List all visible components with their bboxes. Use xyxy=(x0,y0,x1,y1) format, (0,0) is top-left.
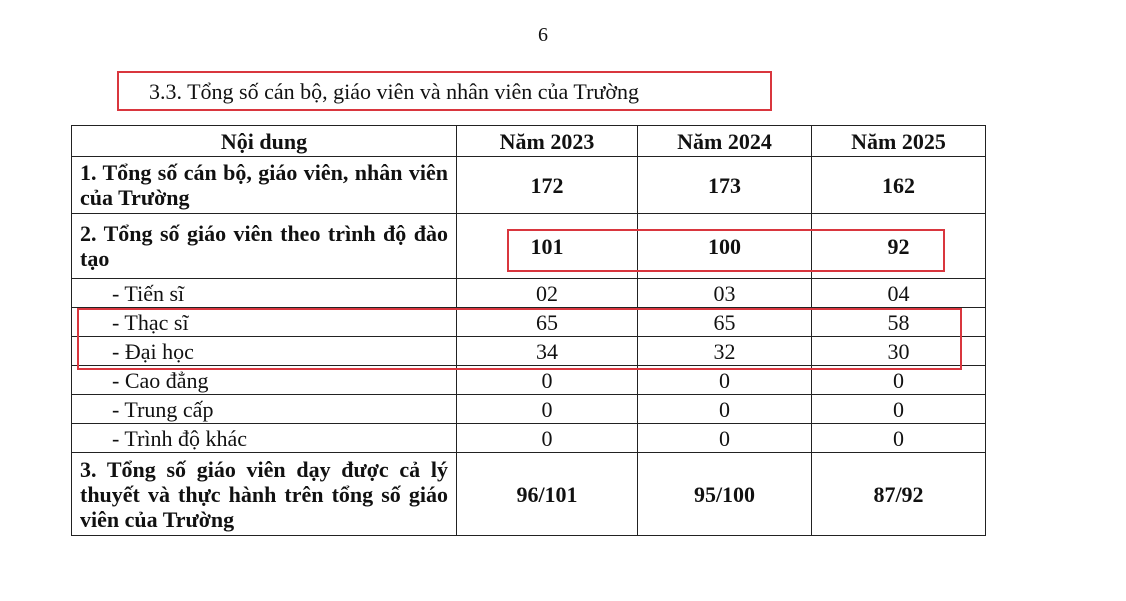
table-row xyxy=(72,308,986,337)
cell-2023: 0 xyxy=(457,366,638,395)
cell-2023: 34 xyxy=(457,337,638,366)
cell-2023: 65 xyxy=(457,308,638,337)
cell-2023: 02 xyxy=(457,279,638,308)
cell-2024: 0 xyxy=(638,424,812,453)
cell-2024: 03 xyxy=(638,279,812,308)
cell-2024: 95/100 xyxy=(638,453,812,536)
header-content: Nội dung xyxy=(72,126,457,157)
table-row xyxy=(72,279,986,308)
cell-2025: 92 xyxy=(812,214,986,279)
cell-2025: 162 xyxy=(812,157,986,214)
cell-2023: 96/101 xyxy=(457,453,638,536)
cell-2023: 101 xyxy=(457,214,638,279)
row-label: - Tiến sĩ xyxy=(72,279,457,308)
row-label: 3. Tổng số giáo viên dạy được cả lý thuyết và thực hành trên tổng số giáo viên của Trường xyxy=(72,453,457,536)
table-row xyxy=(72,337,986,366)
row-label: - Thạc sĩ xyxy=(72,308,457,337)
row-label: - Đại học xyxy=(72,337,457,366)
row-label: 1. Tổng số cán bộ, giáo viên, nhân viên của Trường xyxy=(72,157,457,214)
cell-2025: 0 xyxy=(812,424,986,453)
table-header-row xyxy=(72,126,986,157)
row-label: - Cao đẳng xyxy=(72,366,457,395)
table-row xyxy=(72,395,986,424)
row-label: - Trung cấp xyxy=(72,395,457,424)
cell-2024: 0 xyxy=(638,366,812,395)
cell-2025: 30 xyxy=(812,337,986,366)
cell-2025: 04 xyxy=(812,279,986,308)
header-year-2025: Năm 2025 xyxy=(812,126,986,157)
table-row xyxy=(72,453,986,536)
cell-2025: 58 xyxy=(812,308,986,337)
table-row xyxy=(72,214,986,279)
cell-2023: 0 xyxy=(457,424,638,453)
table-row xyxy=(72,157,986,214)
cell-2024: 100 xyxy=(638,214,812,279)
cell-2024: 65 xyxy=(638,308,812,337)
section-heading: 3.3. Tổng số cán bộ, giáo viên và nhân viên của Trường xyxy=(117,71,772,111)
cell-2024: 173 xyxy=(638,157,812,214)
table-row xyxy=(72,424,986,453)
page-number: 6 xyxy=(538,24,548,46)
cell-2025: 0 xyxy=(812,395,986,424)
header-year-2024: Năm 2024 xyxy=(638,126,812,157)
cell-2024: 0 xyxy=(638,395,812,424)
staff-table xyxy=(71,125,986,536)
header-year-2023: Năm 2023 xyxy=(457,126,638,157)
row-label: - Trình độ khác xyxy=(72,424,457,453)
cell-2023: 172 xyxy=(457,157,638,214)
cell-2025: 0 xyxy=(812,366,986,395)
cell-2025: 87/92 xyxy=(812,453,986,536)
row-label: 2. Tổng số giáo viên theo trình độ đào tạo xyxy=(72,214,457,279)
cell-2023: 0 xyxy=(457,395,638,424)
table-row xyxy=(72,366,986,395)
cell-2024: 32 xyxy=(638,337,812,366)
